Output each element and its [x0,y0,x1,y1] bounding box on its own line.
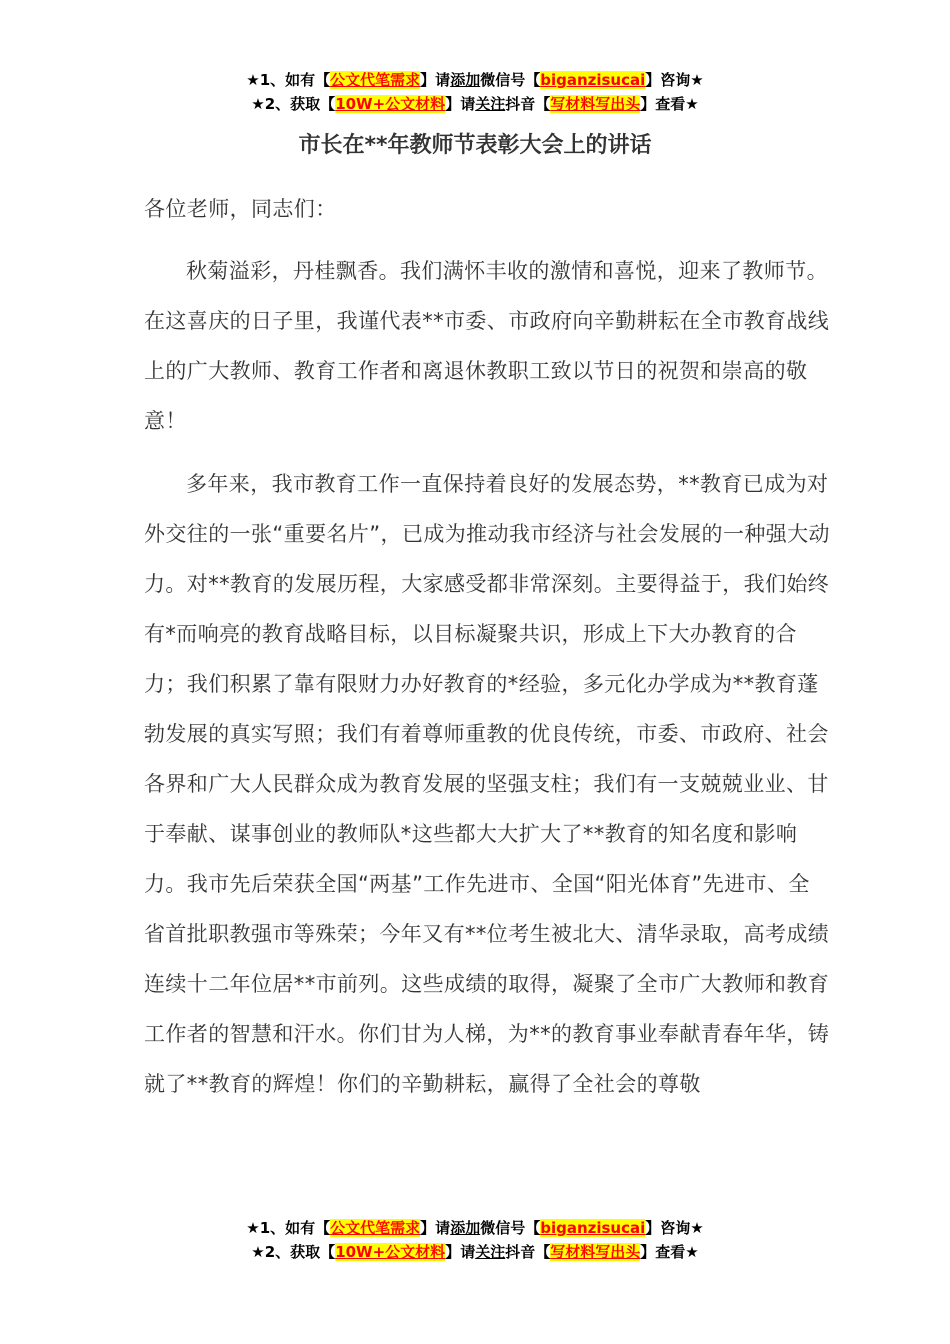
banner-line-1: ★1、如有【公文代笔需求】请添加微信号【biganzisucai】咨询★ [246,71,704,89]
paragraph-1: 秋菊溢彩，丹桂飘香。我们满怀丰收的激情和喜悦，迎来了教师节。在这喜庆的日子里，我谨代表**市委、市政府向辛勤耕耘在全市教育战线上的广大教师、教育工作者和离退休教职工致以节日的祝贺和崇高的敬意！ [144,259,830,433]
footer-highlight-douyin: 写材料写出头 [550,1243,641,1261]
footer-banner [0,1216,950,1264]
banner-highlight-materials: 10W+公文材料 [335,95,446,113]
banner-line-2: ★2、获取【10W+公文材料】请关注抖音【写材料写出头】查看★ [251,95,699,113]
footer-highlight-materials: 10W+公文材料 [335,1243,446,1261]
header-banner [0,68,950,116]
banner-highlight-douyin: 写材料写出头 [550,95,641,113]
footer-highlight-service: 公文代笔需求 [330,1219,421,1237]
footer-banner-line-1: ★1、如有【公文代笔需求】请添加微信号【biganzisucai】咨询★ [246,1219,704,1237]
document-title: 市长在**年教师节表彰大会上的讲话 [298,133,652,158]
footer-banner-line-2: ★2、获取【10W+公文材料】请关注抖音【写材料写出头】查看★ [251,1243,699,1261]
footer-highlight-wechat-id: biganzisucai [540,1219,646,1237]
paragraph-2: 多年来，我市教育工作一直保持着良好的发展态势，**教育已成为对外交往的一张“重要名片”，已成为推动我市经济与社会发展的一种强大动力。对**教育的发展历程，大家感受都非常深刻。主要得益于，我们始终有*而响亮的教育战略目标，以目标凝聚共识，形成上下大办教育的合力；我们积累了靠有限财力办好教育的*经验，多元化办学成为**教育蓬勃发展的真实写照；我们有着尊师重教的优良传统，市委、市政府、社会各界和广大人民群众成为教育发展的坚强支柱；我们有一支兢兢业业、甘于奉献、谋事创业的教师队*这些都大大扩大了**教育的知名度和影响力。我市先后荣获全国“两基”工作先进市、全国“阳光体育”先进市、全省首批职教强市等殊荣；今年又有**位考生被北大、清华录取，高考成绩连续十二年位居**市前列。这些成绩的取得，凝聚了全市广大教师和教育工作者的智慧和汗水。你们甘为人梯，为**的教育事业奉献青春年华，铸就了**教育的辉煌！你们的辛勤耕耘，赢得了全社会的尊敬 [144,472,830,1096]
banner-highlight-wechat-id: biganzisucai [540,71,646,89]
salutation: 各位老师，同志们： [144,197,337,221]
banner-highlight-service: 公文代笔需求 [330,71,421,89]
